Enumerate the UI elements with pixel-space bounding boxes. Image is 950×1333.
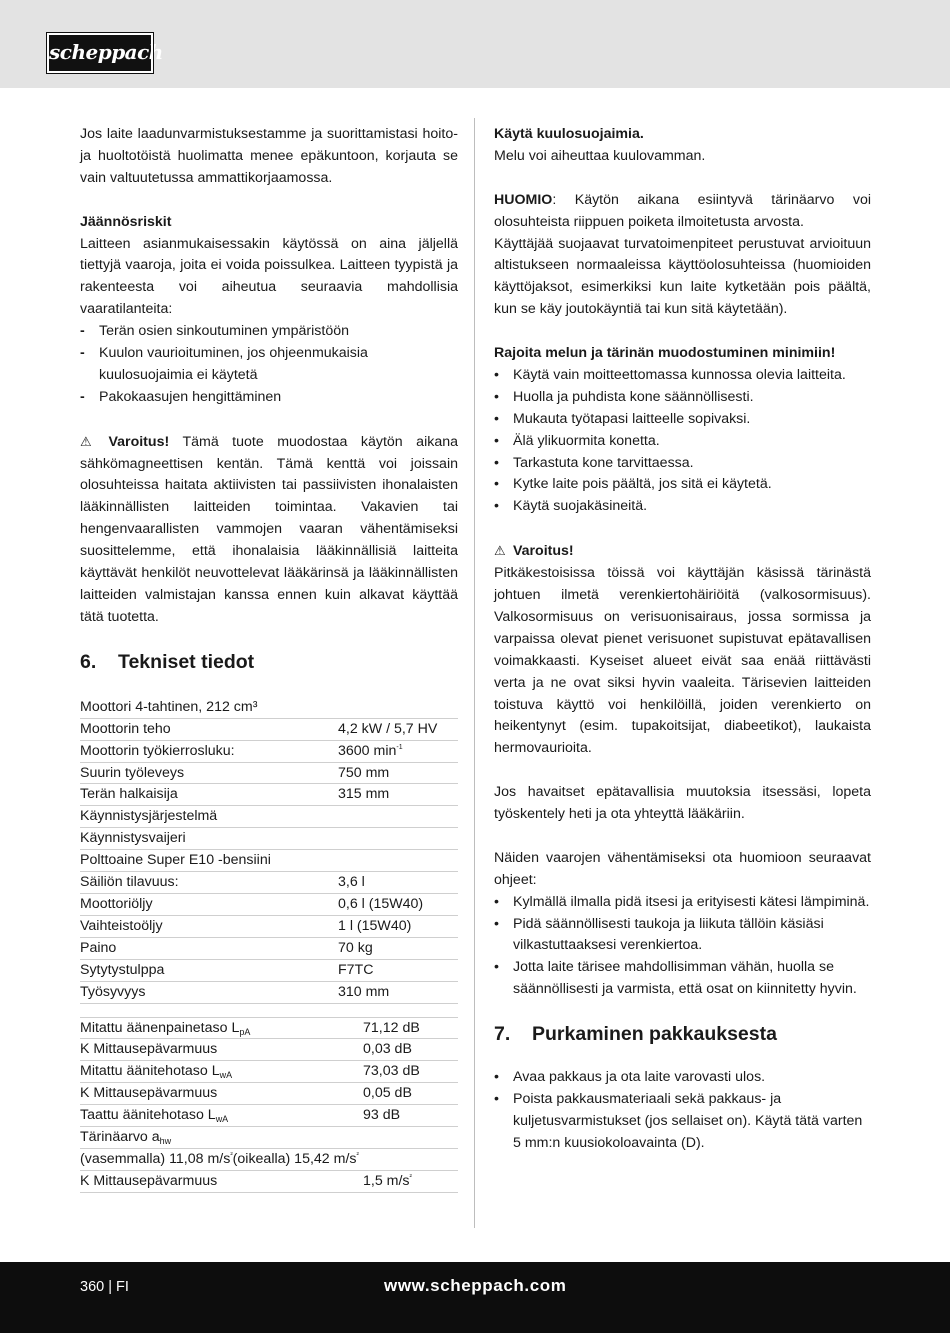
list-item: • Pidä säännöllisesti taukoja ja liikuta tällöin käsiäsi vilkastuttaaksesi verenkiertoa. xyxy=(494,915,824,954)
warning-text: Tämä tuote muodostaa käytön aikana sähkömagneettisen kentän. Tämä kenttä voi joissain olosuhteissa haitata aktiivisten tai passiivisten ihonalaisten lääkinnällisten laitteiden toimintaa. Vakavien tai hengenvaarallisten vammojen vaaran vähentämiseksi suosittelemme, että ihonalaisia lääkinnällisiä laitteita käyttävät henkilöt neuvottelevat lääkärinsä ja lääkinnällisten laitteiden valmistajan kanssa ennen kuin alkavat käyttää tätä tuotetta. xyxy=(80,433,458,625)
table-row xyxy=(80,959,458,981)
spec-key: Työsyvyys xyxy=(80,981,338,1003)
spec-value: 3,6 l xyxy=(338,872,458,894)
list-item: • Käytä vain moitteettomassa kunnossa olevia laitteita. xyxy=(494,366,846,383)
spec-value: 4,2 kW / 5,7 HV xyxy=(338,718,458,740)
reduce-text: Näiden vaarojen vähentämiseksi ota huomioon seuraavat ohjeet: xyxy=(494,849,871,888)
table-row xyxy=(80,1148,458,1170)
list-item: - Terän osien sinkoutuminen ympäristöön xyxy=(80,323,349,340)
unpack-list xyxy=(494,1067,871,1155)
table-row xyxy=(80,1105,458,1127)
spec-key: Moottoriöljy xyxy=(80,893,338,915)
list-item: • Kylmällä ilmalla pidä itsesi ja erityisesti kätesi lämpiminä. xyxy=(494,893,870,910)
hearing-title: Käytä kuulosuojaimia. xyxy=(494,126,644,142)
noise-key: Mitattu äänitehotaso $L_{wA}$ xyxy=(80,1061,363,1083)
spec-value xyxy=(338,850,458,872)
spec-key: Moottorin työkierrosluku: xyxy=(80,740,338,762)
vibration-warning-text: Pitkäkestoisissa töissä voi käyttäjän käsissä tärinästä johtuen ilmetä verenkiertohäiriöitä (valkosormisuus). Valkosormisuus on verisuonisairaus, jossa sormissa ja varpaissa olevat pienet verisuonet supistuvat epätavallisen voimakkaasti. Kyseiset alueet eivät saa enää riittävästi verta ja ne ovat siksi hyvin vaaleita. Tärisevien laitteiden toistuva käyttö voi henkilöillä, joiden verenkierto on heikentynyt (esim. tupakoitsijat, diabeetikot), laukaista hermovaurioita. xyxy=(494,565,871,757)
residual-risks-text: Laitteen asianmukaisessakin käytössä on aina jäljellä tiettyjä vaaroja, joita ei voida poissulkea. Laitteen tyypistä ja rakenteesta voi aiheutua seuraavia mahdollisia vaaratilanteita: xyxy=(80,235,458,318)
spec-value: 315 mm xyxy=(338,784,458,806)
table-row xyxy=(80,1170,458,1192)
spec-key: Paino xyxy=(80,937,338,959)
page-header xyxy=(0,0,950,88)
hearing-text: Melu voi aiheuttaa kuulovamman. xyxy=(494,147,706,164)
warning-triangle-icon: ⚠ xyxy=(80,433,92,449)
spec-value: 0,6 l (15W40) xyxy=(338,893,458,915)
table-row xyxy=(80,762,458,784)
list-item: • Älä ylikuormita konetta. xyxy=(494,432,660,449)
right-column xyxy=(494,124,871,1155)
table-row xyxy=(80,1039,458,1061)
column-divider xyxy=(474,118,475,1228)
scheppach-logo: scheppach xyxy=(47,33,153,73)
note-paragraph: HUOMIO: Käytön aikana esiintyvä tärinäarvo voi olosuhteista riippuen poiketa ilmoitetusta arvosta. xyxy=(494,191,871,230)
intro-paragraph: Jos laite laadunvarmistuksestamme ja suorittamistasi hoito- ja huoltotöistä huolimatta menee epäkuntoon, korjauta se vain valtuutetussa ammattikorjaamossa. xyxy=(80,126,458,186)
noise-key: K Mittausepävarmuus xyxy=(80,1039,363,1061)
table-row xyxy=(80,850,458,872)
spec-key: Suurin työleveys xyxy=(80,762,338,784)
table-row xyxy=(80,697,458,718)
noise-key: K Mittausepävarmuus xyxy=(80,1170,363,1192)
spec-value xyxy=(338,828,458,850)
warning-triangle-icon: ⚠ xyxy=(494,543,506,559)
residual-risks-title: Jäännösriskit xyxy=(80,213,172,230)
table-row xyxy=(80,872,458,894)
spec-key: Sytytystulppa xyxy=(80,959,338,981)
spec-key: Moottorin teho xyxy=(80,718,338,740)
table-row xyxy=(80,718,458,740)
spec-value: F7TC xyxy=(338,959,458,981)
limit-list xyxy=(494,365,871,518)
list-item: • Jotta laite tärisee mahdollisimman vähän, huolla se säännöllisesti ja varmista, että osat on kiinnitetty hyvin. xyxy=(494,959,857,998)
table-row xyxy=(80,740,458,762)
table-row xyxy=(80,784,458,806)
noise-key: K Mittausepävarmuus xyxy=(80,1083,363,1105)
table-row xyxy=(80,1018,458,1039)
list-item: • Huolla ja puhdista kone säännöllisesti. xyxy=(494,388,754,405)
left-column xyxy=(80,124,458,1193)
noise-value: 71,12 dB xyxy=(363,1018,458,1039)
noise-table xyxy=(80,1018,458,1193)
abnormal-text: Jos havaitset epätavallisia muutoksia itsessäsi, lopeta työskentely heti ja ota yhteyttä lääkäriin. xyxy=(494,784,871,823)
table-row xyxy=(80,893,458,915)
vibration-values: (vasemmalla) 11,08 $m/s^{^2}(oikealla)$ 15,42 $m/s^{^2}$ xyxy=(80,1148,458,1170)
noise-value: 93 dB xyxy=(363,1105,458,1127)
note-paragraph-2: Käyttäjää suojaavat turvatoimenpiteet perustuvat arvioituun altistukseen normaaleissa käyttöolosuhteissa (huomioiden käyttöjaksot, esimerkiksi kun laite kytketään pois päältä, kun se käy joutokäyntiä tai kun sitä käytetään). xyxy=(494,235,871,318)
website-link: www.scheppach.com xyxy=(384,1276,567,1295)
list-item: • Avaa pakkaus ja ota laite varovasti ulos. xyxy=(494,1069,766,1086)
list-item: • Poista pakkausmateriaali sekä pakkaus- ja kuljetusvarmistukset (jos sellaiset on). Käytä tätä varten 5 mm:n kuusiokoloavainta (D). xyxy=(494,1091,863,1151)
spec-value: 1 l (15W40) xyxy=(338,915,458,937)
spec-table xyxy=(80,697,458,1004)
spec-value: 750 mm xyxy=(338,762,458,784)
noise-value: 0,05 dB xyxy=(363,1083,458,1105)
spec-key: Terän halkaisija xyxy=(80,784,338,806)
noise-value: 73,03 dB xyxy=(363,1061,458,1083)
spec-value: 70 kg xyxy=(338,937,458,959)
list-item: • Kytke laite pois päältä, jos sitä ei käytetä. xyxy=(494,476,772,493)
table-row xyxy=(80,1061,458,1083)
vibration-warning-title: ⚠ Varoitus! xyxy=(494,540,871,563)
table-row xyxy=(80,1127,458,1149)
section-7-heading: 7. Purkaminen pakkauksesta xyxy=(494,1023,777,1046)
spec-key: Säiliön tilavuus: xyxy=(80,872,338,894)
spec-value xyxy=(338,806,458,828)
list-item: - Pakokaasujen hengittäminen xyxy=(80,388,282,405)
table-row xyxy=(80,915,458,937)
table-row xyxy=(80,937,458,959)
list-item: • Tarkastuta kone tarvittaessa. xyxy=(494,454,694,471)
spec-key: Vaihteistoöljy xyxy=(80,915,338,937)
table-row xyxy=(80,806,458,828)
section-6-heading: 6. Tekniset tiedot xyxy=(80,650,255,673)
emf-warning xyxy=(80,431,458,629)
table-row xyxy=(80,1083,458,1105)
reduce-list xyxy=(494,892,871,1002)
noise-value: 0,03 dB xyxy=(363,1039,458,1061)
page-number: 360 | FI xyxy=(80,1279,129,1295)
noise-key: Mitattu äänenpainetaso $L_{pA}$ xyxy=(80,1018,363,1039)
residual-risks-list xyxy=(80,321,458,409)
spec-key: Käynnistysjärjestelmä xyxy=(80,806,338,828)
warning-label: Varoitus! xyxy=(108,433,170,450)
spec-value: 3600 $\min^{-1}$ xyxy=(338,740,458,762)
table-row xyxy=(80,828,458,850)
spec-first: Moottori 4-tahtinen, 212 cm³ xyxy=(80,697,458,718)
list-item: • Käytä suojakäsineitä. xyxy=(494,498,648,515)
noise-key: Taattu äänitehotaso $L_{wA}$ xyxy=(80,1105,363,1127)
spec-key: Polttoaine Super E10 -bensiini xyxy=(80,850,338,872)
list-item: • Mukauta työtapasi laitteelle sopivaksi. xyxy=(494,410,751,427)
limit-title: Rajoita melun ja tärinän muodostuminen minimiin! xyxy=(494,345,836,362)
spec-key: Käynnistysvaijeri xyxy=(80,828,338,850)
noise-value: 1,5 $m/s^{^2}$ xyxy=(363,1170,458,1192)
page-footer xyxy=(0,1262,950,1333)
spec-value: 310 mm xyxy=(338,981,458,1003)
table-row xyxy=(80,981,458,1003)
vibration-label: Tärinäarvo $a_{hw}$ xyxy=(80,1127,458,1149)
list-item: - Kuulon vaurioituminen, jos ohjeenmukaisia kuulosuojaimia ei käytetä xyxy=(80,345,368,383)
